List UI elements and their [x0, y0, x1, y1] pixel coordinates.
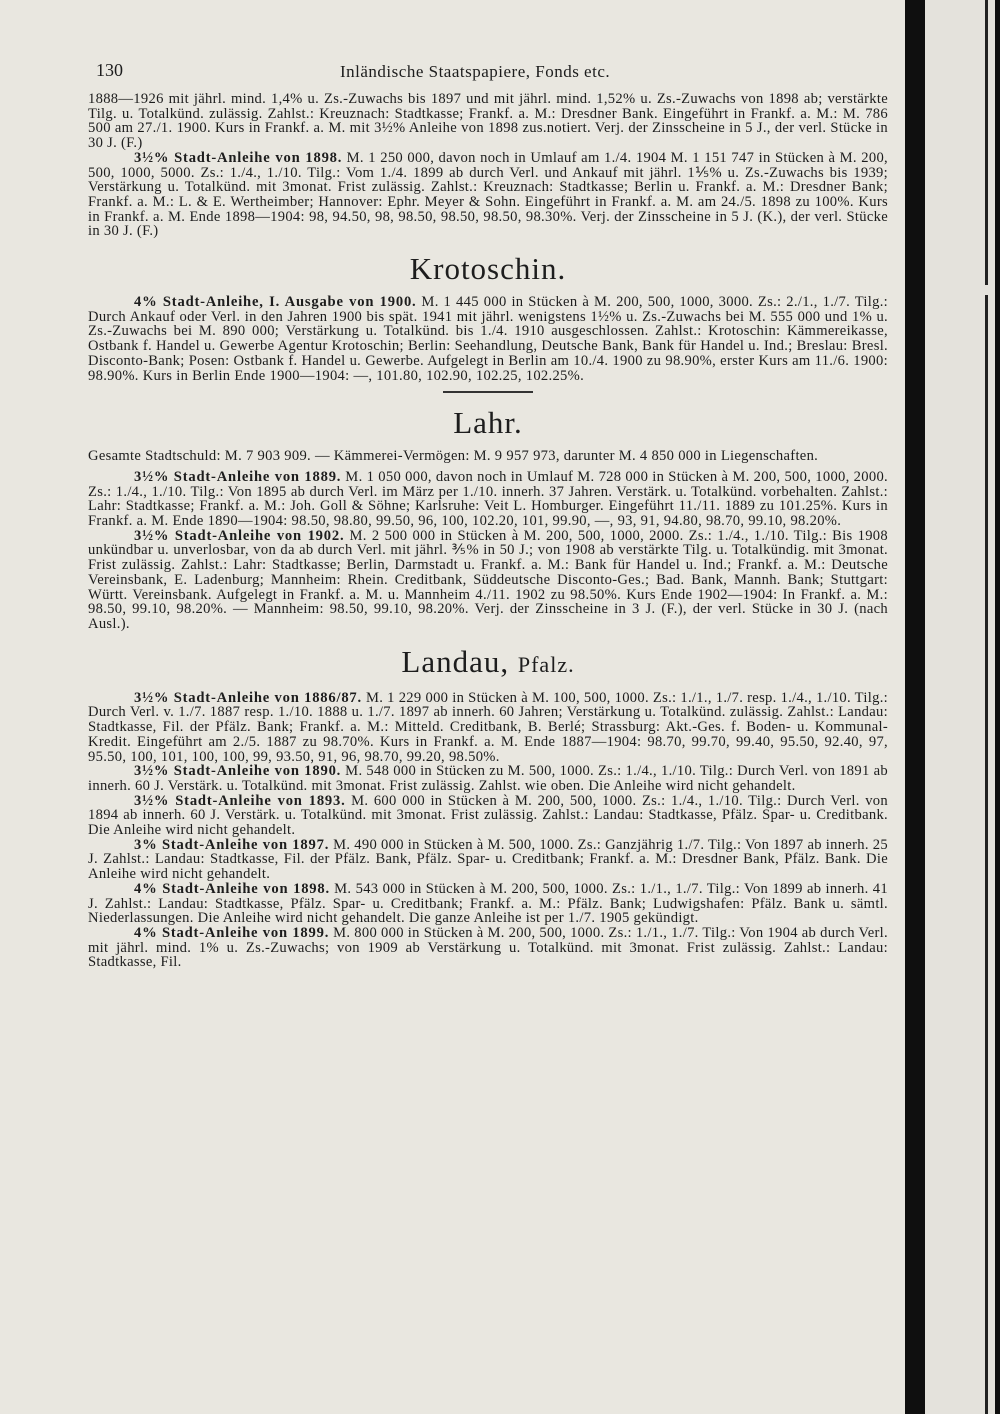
- loan-entry: [88, 882, 888, 926]
- loan-entry-text: M. 1 250 000, davon noch in Umlauf am 1./4. 1904 M. 1 151 747 in Stücken à M. 200, 500, 1000, 5000. Zs.: 1./4., 1./10. Tilg.: Vom 1./4. 1899 ab durch Verl. und Ankauf mit jährl. 1⅕% u. Zs.-Zuwachs bis 1939; Verstärkung u. Totalkünd. mit 3monat. Frist zulässig. Zahlst.: Kreuznach: Stadtkasse; Berlin u. Frankf. a. M.: Dresdner Bank; Frankf. a. M.: L. & E. Wertheimber; Hannover: Ephr. Meyer & Sohn. Eingeführt in Frankf. a. M. am 24./5. 1898 zu 100%. Kurs in Frankf. a. M. Ende 1898—1904: 98, 94.50, 98, 98.50, 98.50, 98.50, 98.30%. Verj. der Zinsscheine in 5 J. (K.), der verl. Stücke in 30 J. (F.): [88, 149, 889, 240]
- loan-entry-text: M. 1 229 000 in Stücken à M. 100, 500, 1000. Zs.: 1./1., 1./7. resp. 1./4., 1./10. Tilg.: Durch Verl. v. 1./7. 1887 resp. 1./10. 1888 u. 1./7. 1897 ab innerh. 60 Jahren; Verstärkung u. Totalkünd. zulässig. Zahlst.: Landau: Stadtkasse, Fil. der Pfälz. Bank; Frankf. a. M.: Mitteld. Creditbank, B. Berlé; Strassburg: Akt.-Ges. f. Boden- u. Kommunal-Kredit. Eingeführt am 2./5. 1887 zu 98.70%. Kurs in Frankf. a. M. Ende 1887—1904: 98.70, 99.70, 99.40, 95.50, 92.40, 97, 95.50, 100, 101, 100, 100, 99, 93.50, 91, 96, 98.70, 99.20, 98.50%.: [88, 689, 888, 765]
- page-number: 130: [96, 60, 123, 80]
- city-title: Landau,: [401, 643, 510, 679]
- loan-entry-label: 3½% Stadt-Anleihe von 1898.: [134, 149, 343, 166]
- scan-edge-rule-bottom: [985, 295, 988, 1414]
- running-title: Inländische Staatspapiere, Fonds etc.: [340, 62, 611, 81]
- loan-entry: [88, 470, 888, 529]
- loan-entry-text: M. 490 000 in Stücken à M. 500, 1000. Zs.: Ganzjährig 1./7. Tilg.: Von 1897 ab innerh. 25 J. Zahlst.: Landau: Stadtkasse, Fil. der Pfälz. Bank, Pfälz. Spar- u. Creditbank; Frankf. a. M.: Dresdner Bank, Pfälz. Bank. Die Anleihe wird nicht gehandelt.: [88, 836, 888, 883]
- loan-entry: [88, 529, 888, 632]
- loan-entry-label: 3% Stadt-Anleihe von 1897.: [134, 836, 330, 853]
- loan-entry: [88, 838, 888, 882]
- loan-entry: [88, 691, 888, 765]
- loan-entry-text: M. 800 000 in Stücken à M. 200, 500, 1000. Zs.: 1./1., 1./7. Tilg.: Von 1904 ab durch Verl. mit jährl. mind. 1% u. Zs.-Zuwachs; von 1909 ab Verstärkung u. Totalkünd. mit 3monat. Frist zulässig. Zahlst.: Landau: Stadtkasse, Fil.: [88, 924, 888, 971]
- total-debt-line: Gesamte Stadtschuld: M. 7 903 909. — Kämmerei-Vermögen: M. 9 957 973, darunter M. 4 850 000 in Liegenschaften.: [88, 448, 819, 465]
- loan-entry: [88, 295, 888, 383]
- running-header: [88, 58, 888, 92]
- loan-entry-label: 3½% Stadt-Anleihe von 1893.: [134, 792, 346, 809]
- loan-entry-text: M. 1 445 000 in Stücken à M. 200, 500, 1000, 3000. Zs.: 2./1., 1./7. Tilg.: Durch Ankauf oder Verl. in den Jahren 1900 bis spät. 1941 mit jährl. wenigstens 1½% u. Zs.-Zuwachs bei M. 555 000 und 1% u. Zs.-Zuwachs bei M. 890 000; Verstärkung u. Totalkünd. bis 1./4. 1910 ausgeschlossen. Zahlst.: Krotoschin: Kämmereikasse, Ostbank f. Handel u. Gewerbe Agentur Krotoschin; Berlin: Seehandlung, Deutsche Bank, Bank für Handel u. Ind.; Breslau: Bresl. Disconto-Bank; Posen: Ostbank f. Handel u. Gewerbe. Aufgelegt in Berlin am 10./4. 1900 zu 98.90%, erster Kurs am 11./6. 1900: 98.90%. Kurs in Berlin Ende 1900—1904: —, 101.80, 102.90, 102.25, 102.25%.: [88, 294, 889, 384]
- loan-entry-label: 4% Stadt-Anleihe von 1898.: [134, 880, 330, 897]
- loan-entry-label: 3½% Stadt-Anleihe von 1886/87.: [134, 689, 362, 706]
- loan-entry-label: 3½% Stadt-Anleihe von 1890.: [134, 763, 342, 780]
- city-subtitle: Pfalz.: [517, 651, 575, 677]
- loan-entry: [88, 926, 888, 970]
- loan-entry: [88, 151, 888, 239]
- loan-entry-text: M. 1 050 000, davon noch in Umlauf M. 728 000 in Stücken à M. 200, 500, 1000, 2000. Zs.: 1./4., 1./10. Tilg.: Von 1895 ab durch Verl. im März per 1./10. innerh. 37 Jahren. Verstärk. u. Totalkünd. vorbehalten. Zahlst.: Lahr: Stadtkasse; Frankf. a. M.: Joh. Goll & Söhne; Karlsruhe: Veit L. Homburger. Eingeführt 11./11. 1889 zu 101.25%. Kurs in Frankf. a. M. Ende 1890—1904: 98.50, 98.80, 99.50, 96, 100, 102.20, 101, 99.90, —, 93, 91, 94.80, 98.70, 99.10, 98.20%.: [88, 468, 888, 530]
- loan-entry: [88, 764, 888, 793]
- loan-entry-text: M. 543 000 in Stücken à M. 200, 500, 1000. Zs.: 1./1., 1./7. Tilg.: Von 1899 ab innerh. 41 J. Zahlst.: Landau: Stadtkasse, Pfälz. Spar- u. Creditbank; Frankf. a. M.: Pfälz. Bank; Ludwigshafen: Pfälz. Bank u. sämtl. Niederlassungen. Die Anleihe wird nicht gehandelt. Die ganze Anleihe ist per 1./7. 1905 gekündigt.: [88, 880, 888, 927]
- loan-entry-label: 4% Stadt-Anleihe, I. Ausgabe von 1900.: [134, 294, 417, 311]
- city-heading-krotoschin: Krotoschin.: [409, 251, 567, 287]
- loan-entry-label: 3½% Stadt-Anleihe von 1889.: [134, 468, 342, 485]
- city-heading-lahr: Lahr.: [453, 405, 523, 441]
- city-heading-landau: [88, 644, 888, 683]
- loan-entry: [88, 794, 888, 838]
- loan-entry-text: M. 548 000 in Stücken zu M. 500, 1000. Zs.: 1./4., 1./10. Tilg.: Durch Verl. von 1891 ab innerh. 60 J. Verstärk. u. Totalkünd. mit 3monat. Frist zulässig. Zahlst. wie oben. Die Anleihe wird nicht gehandelt.: [88, 763, 888, 794]
- loan-entry-text: M. 600 000 in Stücken à M. 200, 500, 1000. Zs.: 1./4., 1./10. Tilg.: Durch Verl. von 1894 ab innerh. 60 J. Verstärk. u. Totalkünd. mit 3monat. Frist zulässig. Zahlst.: Landau: Stadtkasse, Pfälz. Spar- u. Creditbank. Die Anleihe wird nicht gehandelt.: [88, 792, 888, 839]
- page-content: [88, 58, 888, 970]
- scan-edge-rule-top: [985, 0, 988, 285]
- loan-entry-label: 4% Stadt-Anleihe von 1899.: [134, 924, 330, 941]
- scan-edge-strip: [905, 0, 1000, 1414]
- continued-entry-paragraph: 1888—1926 mit jährl. mind. 1,4% u. Zs.-Zuwachs bis 1897 und mit jährl. mind. 1,52% u. Zs.-Zuwachs von 1898 ab; verstärkte Tilg. u. Totalkünd. zulässig. Zahlst.: Kreuznach: Stadtkasse; Frankf. a. M.: Dresdner Bank. Eingeführt in Frankf. a. M.: M. 786 500 am 27./1. 1900. Kurs in Frankf. a. M. mit 3½% Anleihe von 1898 zus.notiert. Verj. der Zinsscheine in 5 J., der verl. Stücke in 30 J. (F.): [88, 91, 888, 152]
- loan-entry-label: 3½% Stadt-Anleihe von 1902.: [134, 527, 345, 544]
- loan-entry-text: M. 2 500 000 in Stücken à M. 200, 500, 1000, 2000. Zs.: 1./4., 1./10. Tilg.: Bis 1908 unkündbar u. unverlosbar, von da ab durch Verl. mit jährl. ⅗% in 50 J.; von 1908 ab verstärkte Tilg. u. Totalkündig. mit 3monat. Frist zulässig. Zahlst.: Lahr: Stadtkasse; Berlin, Darmstadt u. Frankf. a. M.: Bank für Handel u. Ind.; Frankf. a. M.: Deutsche Vereinsbank, E. Ladenburg; Mannheim: Rhein. Creditbank, Süddeutsche Disconto-Ges.; Bad. Bank, Mannh. Bank; Stuttgart: Württ. Vereinsbank. Aufgelegt in Frankf. a. M. u. Mannheim 4./11. 1902 zu 98.50%. Kurs Ende 1902—1904: In Frankf. a. M.: 98.50, 99.10, 98.20%. — Mannheim: 98.50, 99.10, 98.20%. Verj. der Zinsscheine in 3 J. (F.), der verl. Stücke in 30 J. (nach Ausl.).: [88, 527, 888, 632]
- section-divider: [443, 391, 533, 393]
